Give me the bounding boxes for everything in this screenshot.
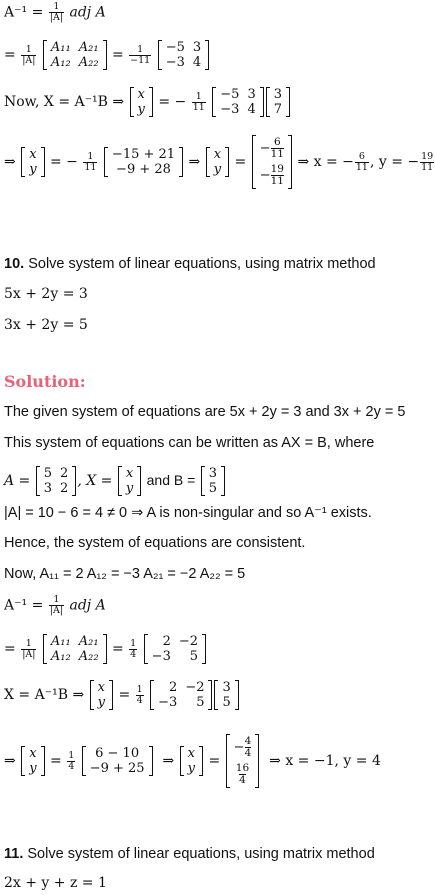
equals: = xyxy=(118,687,131,703)
b-vector: 3 7 xyxy=(266,87,290,117)
adj-a-text: adj A xyxy=(69,597,106,614)
b-vector: 3 5 xyxy=(214,680,238,710)
implies: ⇒ xyxy=(162,753,175,769)
x-equals-line-2 xyxy=(4,680,240,710)
x-label: , X = xyxy=(77,473,113,489)
question-10 xyxy=(4,254,376,274)
fraction-vector: − $\frac{6}{11}$ − $\frac{19}{11}$ xyxy=(252,135,292,189)
numeric-matrix: −5 3 −3 4 xyxy=(212,87,263,117)
sum-vector: 6 − 10 −9 + 25 xyxy=(82,746,153,776)
xy-vector: x y xyxy=(90,680,113,710)
fraction: $\frac{1}{|A|}$ xyxy=(22,43,36,66)
inverse-expansion-line-2 xyxy=(4,634,207,664)
cofactors-line xyxy=(4,564,245,584)
implies: ⇒ xyxy=(4,753,16,769)
inverse-lhs: A⁻¹ = xyxy=(4,597,44,614)
question-text: Solve system of linear equations, using matrix method xyxy=(27,846,375,862)
result-y: , y = − xyxy=(369,154,420,170)
equals: = xyxy=(111,641,124,657)
equation-q11-1 xyxy=(4,873,107,893)
fraction: $\frac{1}{|A|}$ xyxy=(22,637,36,660)
consistency-line xyxy=(4,533,305,553)
numeric-matrix: 2 −2 −3 5 xyxy=(150,680,212,710)
xy-vector: x y xyxy=(206,147,229,177)
matrix-b: 3 5 xyxy=(201,466,225,496)
final-result: ⇒ x = −1, y = 4 xyxy=(269,753,381,769)
equals: = xyxy=(50,753,62,769)
matrix-a: 5 2 3 2 xyxy=(36,466,77,496)
solution-text: Hence, the system of equations are consistent. xyxy=(4,535,306,551)
question-number: 10. xyxy=(4,256,25,272)
question-text: Solve system of linear equations, using matrix method xyxy=(28,256,376,272)
fraction: $\frac{1}{4}$ xyxy=(136,683,143,706)
b-label: and B = xyxy=(146,472,196,488)
xy-vector: x y xyxy=(21,147,44,177)
numeric-matrix: 2 −2 −3 5 xyxy=(144,634,206,664)
numeric-matrix: −5 3 −3 4 xyxy=(158,40,209,70)
fraction: $\frac{1}{11}$ xyxy=(84,150,97,173)
fraction-vector: − $\frac{4}{4}$ $\frac{16}{4}$ xyxy=(226,734,260,788)
determinant-line xyxy=(4,503,372,523)
adj-a-text: adj A xyxy=(69,4,106,21)
result-x: ⇒ x = − xyxy=(297,154,354,170)
xy-vector: x y xyxy=(118,466,141,496)
cofactor-matrix: A₁₁ A₂₁ A₁₂ A₂₂ xyxy=(43,40,107,70)
xy-vector: x y xyxy=(180,746,203,776)
question-number: 11. xyxy=(4,846,24,862)
a-label: A = xyxy=(4,473,31,489)
equation-1 xyxy=(4,284,88,304)
solution-line-2 xyxy=(4,433,374,453)
equation-text: 3x + 2y = 5 xyxy=(4,317,88,333)
solution-text: The given system of equations are 5x + 2y = 3 and 3x + 2y = 5 xyxy=(4,404,406,420)
fraction: $\frac{1}{4}$ xyxy=(68,749,75,772)
fraction: $\frac{1}{-11}$ xyxy=(130,43,151,66)
equation-2 xyxy=(4,315,88,335)
xy-vector: x y xyxy=(130,87,153,117)
solution-heading: Solution: xyxy=(4,372,86,391)
xy-vector: x y xyxy=(21,746,44,776)
fraction: $\frac{1}{|A|}$ xyxy=(49,1,64,23)
equals: = − xyxy=(50,154,78,170)
x-equals-line xyxy=(4,87,291,117)
equals: = − xyxy=(158,94,187,110)
fraction: $\frac{1}{4}$ xyxy=(130,637,137,660)
equation-text: 2x + y + z = 1 xyxy=(4,875,107,891)
result-line-2 xyxy=(4,734,381,788)
inverse-formula-line-2 xyxy=(4,595,106,616)
solution-line-1 xyxy=(4,402,405,422)
implies: ⇒ xyxy=(188,154,201,170)
equals: = xyxy=(4,47,16,63)
sum-vector: −15 + 21 −9 + 28 xyxy=(104,147,183,177)
implies: ⇒ xyxy=(4,154,16,170)
solution-text: This system of equations can be written as AX = B, where xyxy=(4,435,375,451)
fraction: $\frac{1}{|A|}$ xyxy=(49,594,64,616)
result-line xyxy=(4,135,435,189)
matrices-definition xyxy=(4,466,226,496)
inverse-formula-line xyxy=(4,2,106,23)
equals: = xyxy=(208,753,221,769)
cofactor-matrix: A₁₁ A₂₁ A₁₂ A₂₂ xyxy=(43,634,107,664)
equals: = xyxy=(234,154,247,170)
fraction: $\frac{1}{11}$ xyxy=(192,90,205,113)
question-11 xyxy=(4,844,375,864)
equals: = xyxy=(4,641,16,657)
x-equals-text: Now, X = A⁻¹B ⇒ xyxy=(4,94,125,110)
inverse-lhs: A⁻¹ = xyxy=(4,4,44,21)
fraction: $\frac{6}{11}$ xyxy=(355,150,368,173)
equation-text: 5x + 2y = 3 xyxy=(4,286,88,302)
equals: = xyxy=(111,47,124,63)
x-equals-text: X = A⁻¹B ⇒ xyxy=(4,687,85,703)
solution-text: |A| = 10 − 6 = 4 ≠ 0 ⇒ A is non-singular and so A⁻¹ exists. xyxy=(4,505,372,521)
inverse-expansion-line xyxy=(4,40,210,70)
fraction: $\frac{19}{11}$ xyxy=(421,150,434,173)
solution-text: Now, A₁₁ = 2 A₁₂ = −3 A₂₁ = −2 A₂₂ = 5 xyxy=(4,566,246,582)
